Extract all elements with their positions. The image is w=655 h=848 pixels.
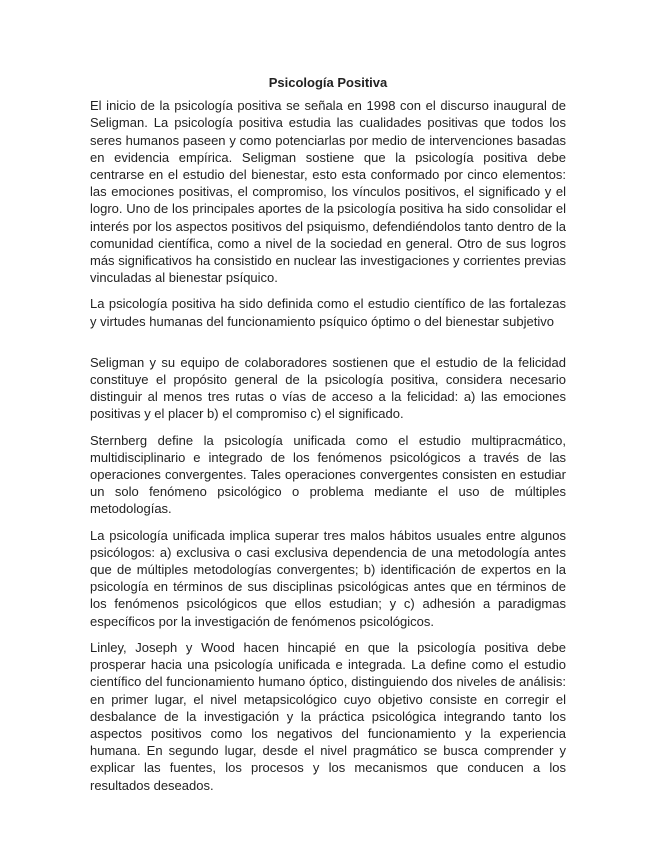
document-title: Psicología Positiva — [268, 75, 388, 90]
paragraph-intro: El inicio de la psicología positiva se señala en 1998 con el discurso inaugural de Seligman. La psicología positiva estudia las cualidades positivas que todos los seres humanos paseen y como potenciarlas por medio de intervenciones basadas en evidencia empírica. Seligman sostiene que la psicología positiva debe centrarse en el estudio del bienestar, esto esta conformado por cinco elementos: las emociones positivas, el compromiso, los vínculos positivos, el significado y el logro. Uno de los principales aportes de la psicología positiva ha sido consolidar el interés por los aspectos positivos del psiquismo, defendiéndolos tanto dentro de la comunidad científica, como a nivel de la sociedad en general. Otro de sus logros más significativos ha consistido en nuclear las investigaciones y corrientes previas vinculadas al bienestar psíquico. — [90, 98, 566, 286]
paragraph-linley: Linley, Joseph y Wood hacen hincapié en que la psicología positiva debe prosperar hacia una psicología unificada e integrada. La define como el estudio científico del funcionamiento humano óptico, distinguiendo dos niveles de análisis: en primer lugar, el nivel metapsicológico cuyo objetivo consiste en corregir el desbalance de la investigación y la práctica psicológica integrando tanto los aspectos positivos como los negativos del funcionamiento y la experiencia humana. En segundo lugar, desde el nivel pragmático se busca comprender y explicar las fuentes, los procesos y los mecanismos que conducen a los resultados deseados. — [90, 639, 566, 793]
paragraph-sternberg: Sternberg define la psicología unificada como el estudio multipracmático, multidisciplinario e integrado de los fenómenos psicológicos a través de las operaciones convergentes. Tales operaciones convergentes consisten en estudiar un solo fenómeno psicológico o problema mediante el uso de múltiples metodologías. — [90, 432, 566, 517]
paragraph-unified-psychology: La psicología unificada implica superar tres malos hábitos usuales entre algunos psicólogos: a) exclusiva o casi exclusiva dependencia de una metodología antes que de múltiples metodologías convergentes; b) identificación de expertos en la psicología en términos de sus disciplinas psicológicas antes que en términos de los fenómenos psicológicos que ellos estudian; y c) adhesión a paradigmas específicos por la investigación de fenómenos psicológicos. — [90, 527, 566, 629]
paragraph-definition: La psicología positiva ha sido definida como el estudio científico de las fortalezas y virtudes humanas del funcionamiento psíquico óptimo o del bienestar subjetivo — [90, 296, 566, 329]
paragraph-seligman: Seligman y su equipo de colaboradores sostienen que el estudio de la felicidad constituye el propósito general de la psicología positiva, considera necesario distinguir al menos tres rutas o vías de acceso a la felicidad: a) las emociones positivas y el placer b) el compromiso c) el significado. — [90, 354, 566, 422]
document-page — [90, 74, 566, 803]
